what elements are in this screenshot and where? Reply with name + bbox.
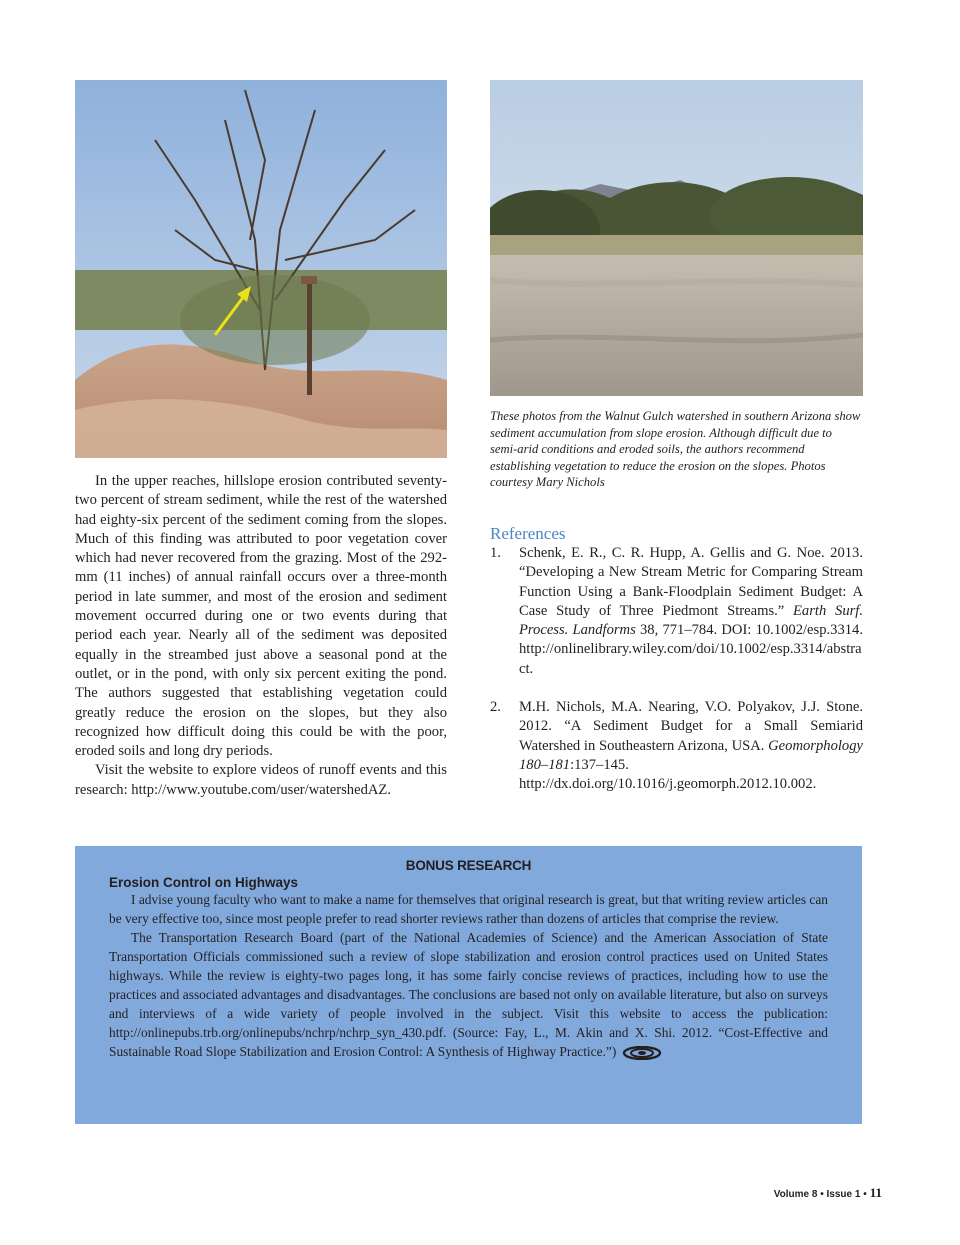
bonus-research-box [75, 846, 862, 1124]
hillslope-photo-illustration [75, 80, 447, 458]
bonus-subtitle: Erosion Control on Highways [109, 875, 299, 890]
page-footer [774, 1185, 882, 1201]
reference-text-part: :137–145. http://dx.doi.org/10.1016/j.geomorph.2012.10.002. [519, 756, 817, 793]
references-heading: References [490, 524, 566, 543]
channel-photo-illustration [490, 80, 863, 396]
reference-text-part: Schenk, E. R., C. R. Hupp, A. Gellis and G. Noe. 2013. “Developing a New Stream Metric for Comparing Stream Function Using a Bank-Floodplain Sediment Budget: A Case Study of Three Piedmont Streams.” [519, 545, 863, 619]
references-list [490, 544, 863, 814]
end-of-article-icon [622, 1046, 662, 1060]
bonus-title: BONUS RESEARCH [405, 858, 532, 873]
reference-journal: Earth Surf. Process. Landforms [519, 602, 863, 639]
bonus-paragraph-review [109, 928, 828, 1061]
reference-text [519, 544, 863, 679]
reference-number: 1. [490, 545, 501, 561]
body-paragraph-website: Visit the website to explore videos of runoff events and this research: http://www.youtube.com/user/watershedAZ. [75, 762, 447, 798]
channel-photo [490, 80, 863, 396]
reference-text-part: M.H. Nichols, M.A. Nearing, V.O. Polyakov, J.J. Stone. 2012. “A Sediment Budget for a Small Semiarid Watershed in Southeastern Arizona, USA. [519, 699, 863, 754]
issue-label: Volume 8 • Issue 1 • [773, 1189, 867, 1200]
photo-caption: These photos from the Walnut Gulch watershed in southern Arizona show sediment accumulation from slope erosion. Although difficult due to semi-arid conditions and eroded soils, the authors recommend establishing vegetation to reduce the erosion on the slopes. Photos courtesy Mary Nichols [490, 409, 861, 490]
reference-journal: Geomorphology 180–181 [519, 737, 863, 773]
reference-item [490, 544, 863, 679]
reference-text-part: 38, 771–784. DOI: 10.1002/esp.3314. http://onlinelibrary.wiley.com/doi/10.1002/esp.3314/abstract. [519, 622, 863, 677]
body-paragraph-erosion: In the upper reaches, hillslope erosion contributed seventy-two percent of stream sediment, while the rest of the watershed had eighty-six percent of the sediment coming from the slopes. Much of this finding was attributed to poor vegetation cover which had never recovered from the grazing. Most of the 292-mm (11 inches) of annual rainfall occurs over a three-month period in late summer, and most of the erosion and sediment movement occurred during one or two events during that period each year. Nearly all of the sediment was deposited equally in the streambed just above a seasonal pond at the outlet, or in the pond, with only six percent exiting the pond. The authors suggested that establishing vegetation could greatly reduce the erosion on the slopes, but they also recognized how difficult doing this could be with the poor, eroded soils and long dry periods. [75, 473, 447, 760]
hillslope-photo [75, 80, 447, 458]
reference-text [519, 698, 863, 794]
bonus-paragraph-advice: I advise young faculty who want to make a name for themselves that original research is great, but that writing review articles can be very effective too, since most people prefer to read shorter reviews rather than dozens of articles that comprise the review. [109, 892, 828, 926]
bonus-text [109, 890, 828, 1061]
reference-number: 2. [490, 699, 501, 716]
reference-item [490, 698, 863, 794]
page-number: 11 [869, 1185, 882, 1200]
body-text [75, 472, 447, 800]
bonus-paragraph-review-text: The Transportation Research Board (part of the National Academies of Science) and the American Association of State Transportation Officials commissioned such a review of slope stabilization and erosion control practices used on United States highways. While the review is eighty-two pages long, it has some fairly concise reviews of practices, including how to use the practices and associated advantages and disadvantages. The conclusions are based not only on available literature, but also on surveys and interviews of a wide variety of people involved in the subject. Visit this website to access the publication: http://onlinepubs.trb.org/onlinepubs/nchrp/nchrp_syn_430.pdf. (Source: Fay, L., M. Akin and X. Shi. 2012. “Cost-Effective and Sustainable Road Slope Stabilization and Erosion Control: A Synthesis of Highway Practice.”) [109, 930, 828, 1059]
